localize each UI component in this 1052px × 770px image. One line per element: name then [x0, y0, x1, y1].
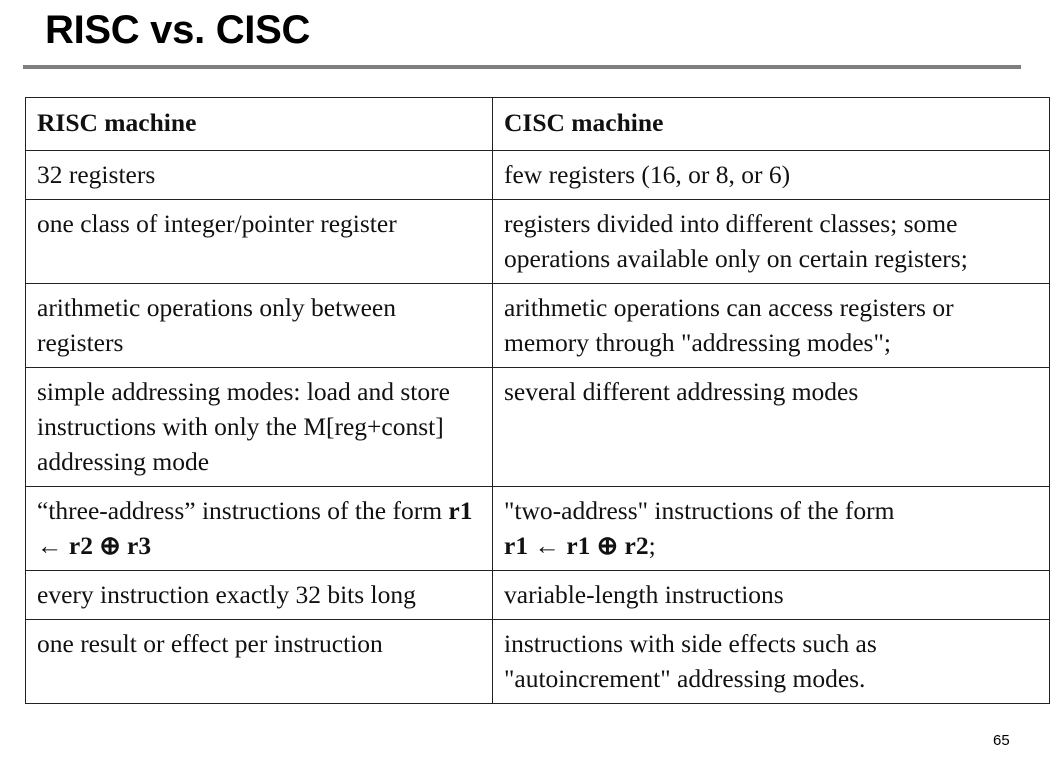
cisc-cell-register-class: registers divided into different classes; some operations available only on certain registers; [493, 200, 1050, 284]
page-number: 65 [993, 732, 1010, 749]
risc-cell-length: every instruction exactly 32 bits long [26, 571, 493, 620]
cisc-cell-registers: few registers (16, or 8, or 6) [493, 151, 1050, 200]
risc-cell-instruction-form [26, 487, 493, 571]
risc-cell-arithmetic: arithmetic operations only between registers [26, 284, 493, 368]
cisc-cell-instruction-form [493, 487, 1050, 571]
table-row [26, 571, 1050, 620]
table-row [26, 200, 1050, 284]
title-divider [23, 65, 1021, 69]
table-row [26, 368, 1050, 487]
cisc-cell-arithmetic: arithmetic operations can access registers or memory through "addressing modes"; [493, 284, 1050, 368]
risc-cell-addressing: simple addressing modes: load and store instructions with only the M[reg+const] addressing mode [26, 368, 493, 487]
header-risc: RISC machine [26, 98, 493, 151]
cisc-cell-length: variable-length instructions [493, 571, 1050, 620]
table-row [26, 284, 1050, 368]
risc-cisc-comparison-table [25, 97, 1050, 704]
risc-cell-register-class: one class of integer/pointer register [26, 200, 493, 284]
cisc-instruction-suffix: ; [648, 531, 656, 560]
cisc-cell-addressing: several different addressing modes [493, 368, 1050, 487]
table-row [26, 151, 1050, 200]
table-row [26, 487, 1050, 571]
header-cisc: CISC machine [493, 98, 1050, 151]
risc-cell-effects: one result or effect per instruction [26, 620, 493, 704]
cisc-instruction-formula: r1 ← r1 ⊕ r2 [504, 531, 649, 560]
table-header-row [26, 98, 1050, 151]
risc-instruction-form-text: “three-address” instructions of the form [37, 496, 449, 525]
risc-instruction-formula: r1 ← r2 ⊕ r3 [37, 496, 473, 560]
table-row [26, 620, 1050, 704]
risc-cell-registers: 32 registers [26, 151, 493, 200]
cisc-cell-effects: instructions with side effects such as "autoincrement" addressing modes. [493, 620, 1050, 704]
slide-title: RISC vs. CISC [45, 8, 311, 52]
cisc-instruction-form-text: "two-address" instructions of the form [504, 496, 895, 525]
